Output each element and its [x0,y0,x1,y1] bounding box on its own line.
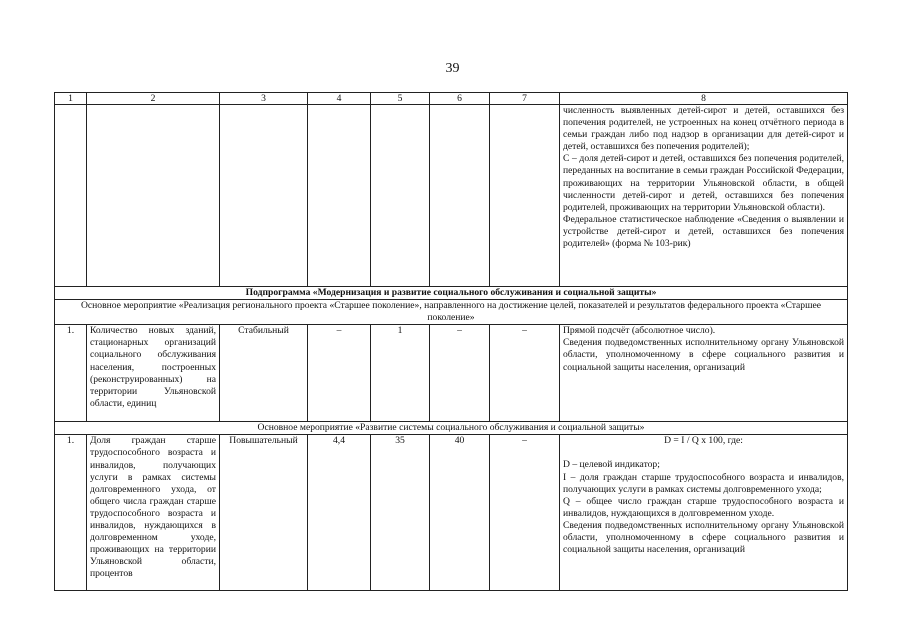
measure-title: Основное мероприятие «Реализация регионального проекта «Старшее поколение», направленного на достижение целей, показателей и результатов федерального проекта «Старшее поколение» [55,300,848,325]
method-cell [560,325,848,422]
subprogram-title: Подпрограмма «Модернизация и развитие социального обслуживания и социальной защиты» [55,287,848,300]
formula: D = I / Q x 100, где: [664,435,743,447]
value-cell: 35 [371,435,430,591]
table-row [55,325,848,422]
column-header: 4 [308,93,371,105]
text-line: Q – общее число граждан старше трудоспособного возраста и инвалидов, нуждающихся в долговременном уходе. [563,495,844,519]
text-line: Сведения подведомственных исполнительному органу Ульяновской области, уполномоченному в сфере социального развития и социальной защиты населения, организаций [563,519,844,556]
text-line: D – целевой индикатор; [563,459,660,471]
value-cell: 1 [371,325,430,422]
subprogram-row [55,287,848,300]
value-cell: – [430,325,490,422]
indicator-type: Стабильный [220,325,308,422]
measure-row [55,422,848,435]
row-number: 1. [55,435,87,591]
value-cell: – [490,435,560,591]
method-cell [560,435,848,591]
row-number: 1. [55,325,87,422]
indicators-table [54,92,848,591]
text-line: C – доля детей-сирот и детей, оставшихся без попечения родителей, переданных на воспитание в семьи граждан Российской Федерации, проживающих на территории Ульяновской области, в общей численности детей-сирот и детей, оставшихся без попечения родителей, проживающих на территории Ульяновской области). [563,153,844,213]
text-line: Федеральное статистическое наблюдение «Сведения о выявлении и устройстве детей-сирот и детей, оставшихся без попечения родителей» (форма № 103-рик) [563,213,844,250]
text-line: I – доля граждан старше трудоспособного возраста и инвалидов, получающих услуги в рамках системы долговременного ухода; [563,471,844,495]
measure-row [55,300,848,325]
column-header: 1 [55,93,87,105]
column-header: 6 [430,93,490,105]
measure-title: Основное мероприятие «Развитие системы социального обслуживания и социальной защиты» [55,422,848,435]
value-cell: – [308,325,371,422]
value-cell: 40 [430,435,490,591]
indicator-type: Повышательный [220,435,308,591]
text-line: Сведения подведомственных исполнительному органу Ульяновской области, уполномоченному в сфере социального развития и социальной защиты населения, организаций [563,337,844,373]
value-cell: – [490,325,560,422]
text-line: Прямой подсчёт (абсолютное число). [563,325,716,337]
column-header: 2 [87,93,220,105]
text-line: численность выявленных детей-сирот и детей, оставшихся без попечения родителей, не устроенных на конец отчётного периода в семьи граждан либо под надзор в организации для детей-сирот и детей, оставшихся без попечения родителей); [563,105,844,153]
value-cell: 4,4 [308,435,371,591]
column-header: 7 [490,93,560,105]
indicator-name: Доля граждан старше трудоспособного возраста и инвалидов, получающих услуги в рамках системы долговременного ухода, от общего числа граждан старше трудоспособного возраста и инвалидов, нуждающихся в долговременном уходе, проживающих на территории Ульяновской области, процентов [87,435,220,591]
column-header: 3 [220,93,308,105]
table-row [55,435,848,591]
column-header: 5 [371,93,430,105]
column-header: 8 [560,93,848,105]
indicator-name: Количество новых зданий, стационарных организаций социального обслуживания населения, построенных (реконструированных) на территории Ульяновской области, единиц [87,325,220,422]
column-numbers-row [55,93,848,105]
page-number: 39 [445,61,460,76]
continuation-row [55,105,848,287]
continuation-cell [560,105,848,287]
